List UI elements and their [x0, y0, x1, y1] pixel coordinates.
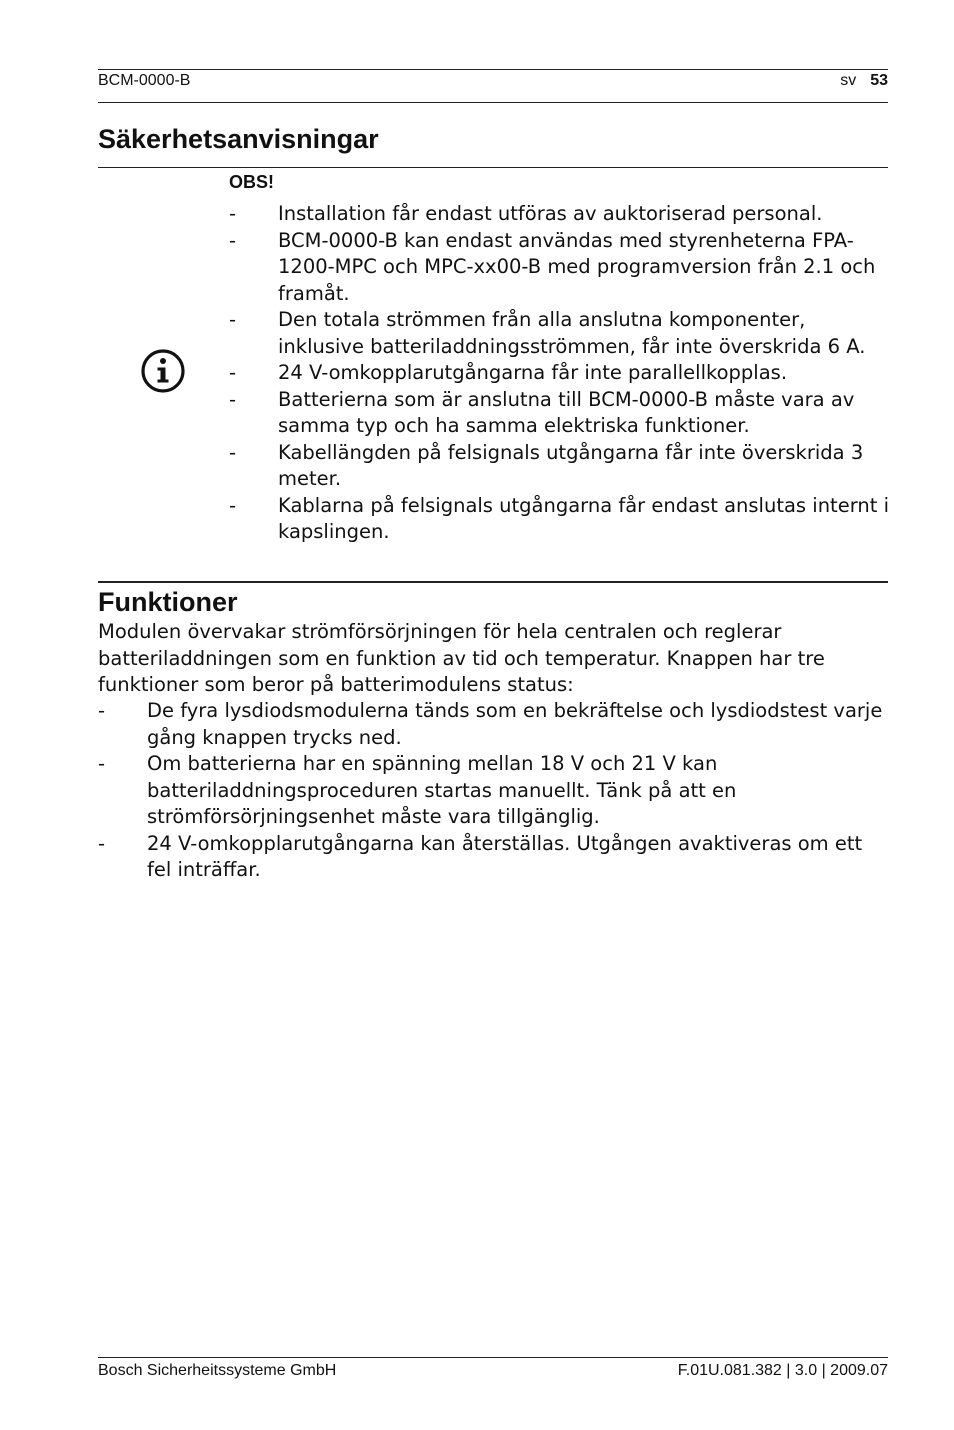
notice-bottom-rule: [98, 581, 888, 583]
bullet-dash: -: [98, 831, 106, 855]
bullet-dash: -: [229, 361, 237, 384]
header-doc-id: BCM-0000-B: [98, 72, 191, 89]
header-bottom-rule: [98, 102, 888, 103]
bullet-dash: -: [229, 387, 237, 411]
bullet-dash: -: [98, 699, 106, 722]
notice-label: OBS!: [229, 172, 274, 192]
list-item: [98, 831, 888, 884]
bullet-dash: -: [229, 440, 237, 464]
bullet-dash: -: [229, 308, 237, 331]
list-item: [229, 493, 894, 546]
list-item: [98, 751, 888, 831]
header-top-rule: [98, 69, 888, 70]
list-item: [229, 387, 894, 440]
footer-company: Bosch Sicherheitssysteme GmbH: [98, 1362, 337, 1379]
list-item-text: Installation får endast utföras av auktoriserad personal.: [278, 202, 823, 225]
functions-intro: Modulen övervakar strömförsörjningen för hela centralen och reglerar batteriladdningen som en funktion av tid och temperatur. Knappen har tre funktioner som beror på batterimodulens status:: [98, 620, 825, 696]
list-item: [229, 440, 894, 493]
list-item: [229, 307, 894, 360]
bullet-dash: -: [229, 202, 237, 225]
notice-top-rule: [98, 167, 888, 168]
functions-list: [98, 698, 888, 884]
footer-rule: [98, 1357, 888, 1358]
header-language: sv: [840, 72, 857, 89]
list-item: [229, 228, 894, 308]
list-item-text: Kablarna på felsignals utgångarna får endast anslutas internt i kapslingen.: [278, 493, 889, 543]
list-item-text: 24 V-omkopplarutgångarna får inte parallellkopplas.: [278, 361, 788, 384]
list-item-text: Kabellängden på felsignals utgångarna får inte överskrida 3 meter.: [278, 440, 864, 490]
document-page: [98, 0, 888, 1430]
list-item: [229, 360, 894, 387]
list-item-text: BCM-0000-B kan endast användas med styrenheterna FPA-1200-MPC och MPC-xx00-B med programversion från 2.1 och framåt.: [278, 228, 876, 305]
bullet-dash: -: [229, 493, 237, 517]
list-item-text: Batterierna som är anslutna till BCM-0000-B måste vara av samma typ och ha samma elektriska funktioner.: [278, 387, 855, 437]
list-item: [229, 201, 894, 228]
header-page-info: [840, 72, 888, 90]
info-icon: [140, 348, 186, 394]
section-title-functions: Funktioner: [98, 587, 238, 617]
list-item-text: Den totala strömmen från alla anslutna komponenter, inklusive batteriladdningsströmmen, får inte överskrida 6 A.: [278, 308, 866, 358]
list-item-text: Om batterierna har en spänning mellan 18 V och 21 V kan batteriladdningsproceduren startas manuellt. Tänk på att en strömförsörjningsenhet måste vara tillgänglig.: [147, 752, 737, 828]
bullet-dash: -: [229, 228, 237, 252]
list-item-text: De fyra lysdiodsmodulerna tänds som en bekräftelse och lysdiodstest varje gång knappen trycks ned.: [147, 699, 883, 749]
bullet-dash: -: [98, 752, 106, 775]
safety-list: [229, 201, 894, 546]
section-title-safety: Säkerhetsanvisningar: [98, 124, 379, 154]
list-item-text: 24 V-omkopplarutgångarna kan återställas. Utgången avaktiveras om ett fel inträffar.: [147, 831, 863, 881]
header-page-number: 53: [870, 72, 888, 89]
list-item: [98, 698, 888, 751]
footer-doc-ref: F.01U.081.382 | 3.0 | 2009.07: [677, 1362, 888, 1379]
